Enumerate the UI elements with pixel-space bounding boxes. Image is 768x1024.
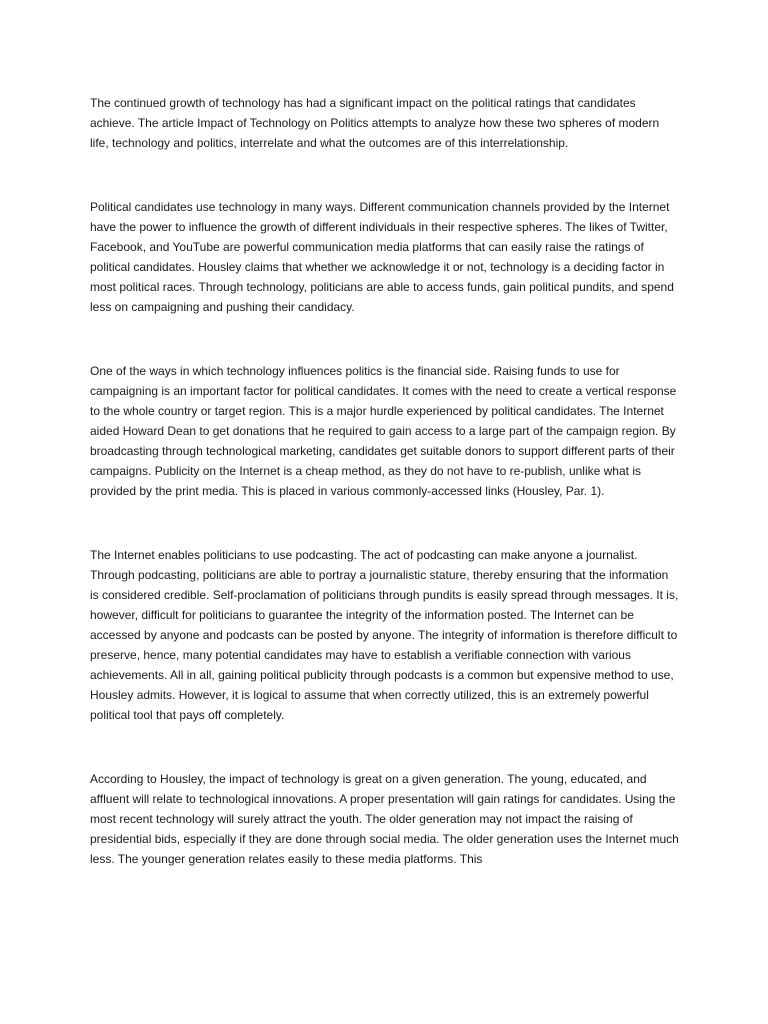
paragraph-gap: [90, 725, 680, 769]
document-page: [90, 93, 680, 869]
paragraph-5: According to Housley, the impact of technology is great on a given generation. The young, educated, and affluent will relate to technological innovations. A proper presentation will gain ratings for candidates. Using the most recent technology will surely attract the youth. The older generation may not impact the raising of presidential bids, especially if they are done through social media. The older generation uses the Internet much less. The younger generation relates easily to these media platforms. This: [90, 772, 679, 866]
paragraph-4: The Internet enables politicians to use podcasting. The act of podcasting can make anyone a journalist. Through podcasting, politicians are able to portray a journalistic stature, thereby ensuring that the information is considered credible. Self-proclamation of politicians through pundits is easily spread through messages. It is, however, difficult for politicians to guarantee the integrity of the information posted. The Internet can be accessed by anyone and podcasts can be posted by anyone. The integrity of information is therefore difficult to preserve, hence, many potential candidates may have to establish a verifiable connection with various achievements. All in all, gaining political publicity through podcasts is a common but expensive method to use, Housley admits. However, it is logical to assume that when correctly utilized, this is an extremely powerful political tool that pays off completely.: [90, 548, 679, 722]
paragraph-gap: [90, 153, 680, 197]
paragraph-gap: [90, 501, 680, 545]
paragraph-gap: [90, 317, 680, 361]
paragraph-3: One of the ways in which technology influences politics is the financial side. Raising funds to use for campaigning is an important factor for political candidates. It comes with the need to create a vertical response to the whole country or target region. This is a major hurdle experienced by political candidates. The Internet aided Howard Dean to get donations that he required to gain access to a large part of the campaign region. By broadcasting through technological marketing, candidates get suitable donors to support different parts of their campaigns. Publicity on the Internet is a cheap method, as they do not have to re-publish, unlike what is provided by the print media. This is placed in various commonly-accessed links (Housley, Par. 1).: [90, 364, 677, 498]
paragraph-2: Political candidates use technology in many ways. Different communication channels provided by the Internet have the power to influence the growth of different individuals in their respective spheres. The likes of Twitter, Facebook, and YouTube are powerful communication media platforms that can easily raise the ratings of political candidates. Housley claims that whether we acknowledge it or not, technology is a deciding factor in most political races. Through technology, politicians are able to access funds, gain political pundits, and spend less on campaigning and pushing their candidacy.: [90, 200, 674, 314]
paragraph-1: The continued growth of technology has had a significant impact on the political ratings that candidates achieve. The article Impact of Technology on Politics attempts to analyze how these two spheres of modern life, technology and politics, interrelate and what the outcomes are of this interrelationship.: [90, 96, 660, 150]
